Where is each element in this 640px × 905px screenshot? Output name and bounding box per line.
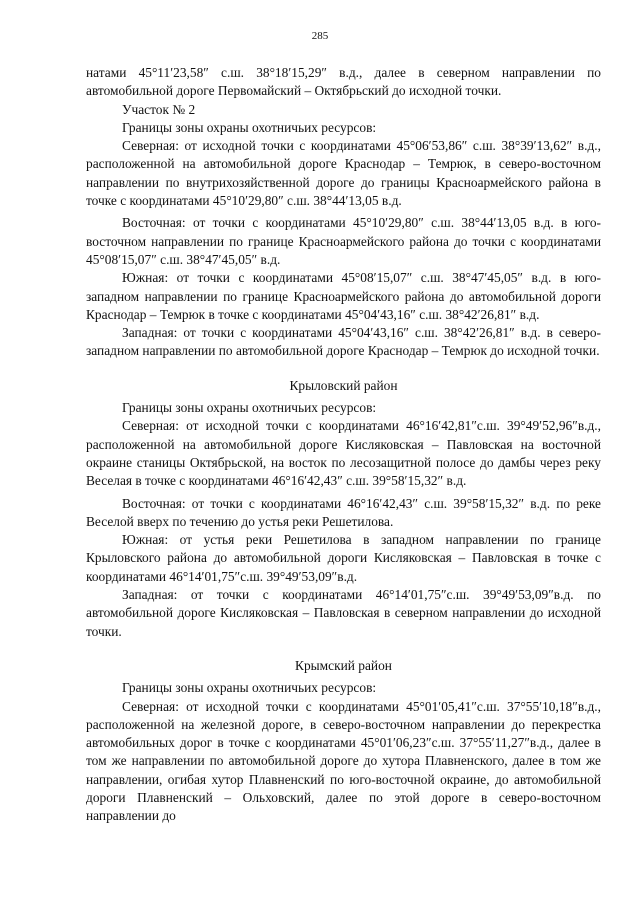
paragraph: Участок № 2 (122, 101, 196, 117)
paragraph: Западная: от точки с координатами 45°04′43,16″ с.ш. 38°42′26,81″ в.д. в северо-западном направлении по автомобильной дороге Краснодар – Темрюк до исходной точки. (86, 325, 601, 359)
paragraph: Восточная: от точки с координатами 46°16′42,43″ с.ш. 39°58′15,32″ в.д. по реке Веселой вверх по течению до устья реки Решетилова. (86, 495, 601, 529)
section-heading: Крымский район (295, 657, 392, 673)
paragraph: Границы зоны охраны охотничьих ресурсов: (122, 680, 377, 696)
paragraph: Северная: от исходной точки с координатами 45°01′05,41″с.ш. 37°55′10,18″в.д., расположенной на железной дороге, в северо-восточном направлении до перекрестка автомобильных дорог в точке с координатами 45°01′06,23″с.ш. 37°55′11,27″в.д., далее в том же направлении по автомобильной дороге до хутора Плавненского, далее в том же направлении, огибая хутор Плавненский по юго-восточной окраине, до автомобильной дороги Плавненский – Ольховский, далее по этой дороге в северо-восточном направлении до (86, 698, 601, 824)
spacer (86, 361, 601, 377)
document-body (86, 64, 601, 826)
paragraph: Южная: от устья реки Решетилова в западном направлении по границе Крыловского района до автомобильной дороги Кисляковская – Павловская в точке с координатами 46°14′01,75″с.ш. 39°49′53,09″в.д. (86, 532, 601, 584)
paragraph: Границы зоны охраны охотничьих ресурсов: (122, 400, 377, 416)
paragraph: Южная: от точки с координатами 45°08′15,07″ с.ш. 38°47′45,05″ в.д. в юго-западном направлении по границе Красноармейского района до автомобильной дороги Краснодар – Темрюк в точке с координатами 45°04′43,16″ с.ш. 38°42′26,81″ в.д. (86, 270, 601, 322)
paragraph: натами 45°11′23,58″ с.ш. 38°18′15,29″ в.д., далее в северном направлении по автомобильной дороге Первомайский – Октябрьский до исходной точки. (86, 65, 601, 99)
paragraph: Северная: от исходной точки с координатами 45°06′53,86″ с.ш. 38°39′13,62″ в.д., расположенной на автомобильной дороге Краснодар – Темрюк, в северо-восточном направлении по внутрихозяйственной дороге до границы Красноармейского района в точке с координатами 45°10′29,80″ с.ш. 38°44′13,05 в.д. (86, 138, 601, 209)
paragraph: Границы зоны охраны охотничьих ресурсов: (122, 119, 377, 135)
page-number: 285 (311, 30, 329, 42)
spacer (86, 641, 601, 657)
paragraph: Восточная: от точки с координатами 45°10′29,80″ с.ш. 38°44′13,05 в.д. в юго-восточном направлении по границе Красноармейского района до точки с координатами 45°08′15,07″ с.ш. 38°47′45,05″ в.д. (86, 215, 601, 267)
section-heading: Крыловский район (289, 377, 398, 393)
paragraph: Северная: от исходной точки с координатами 46°16′42,81″с.ш. 39°49′52,96″в.д., расположенной на автомобильной дороге Кисляковская – Павловская на восточной окраине станицы Октябрьской, на восток по лесозащитной полосе до дамбы через реку Веселая в точке с координатами 46°16′42,43″ с.ш. 39°58′15,32″ в.д. (86, 418, 601, 489)
paragraph: Западная: от точки с координатами 46°14′01,75″с.ш. 39°49′53,09″в.д. по автомобильной дороге Кисляковская – Павловская в северном направлении до исходной точки. (86, 587, 601, 639)
